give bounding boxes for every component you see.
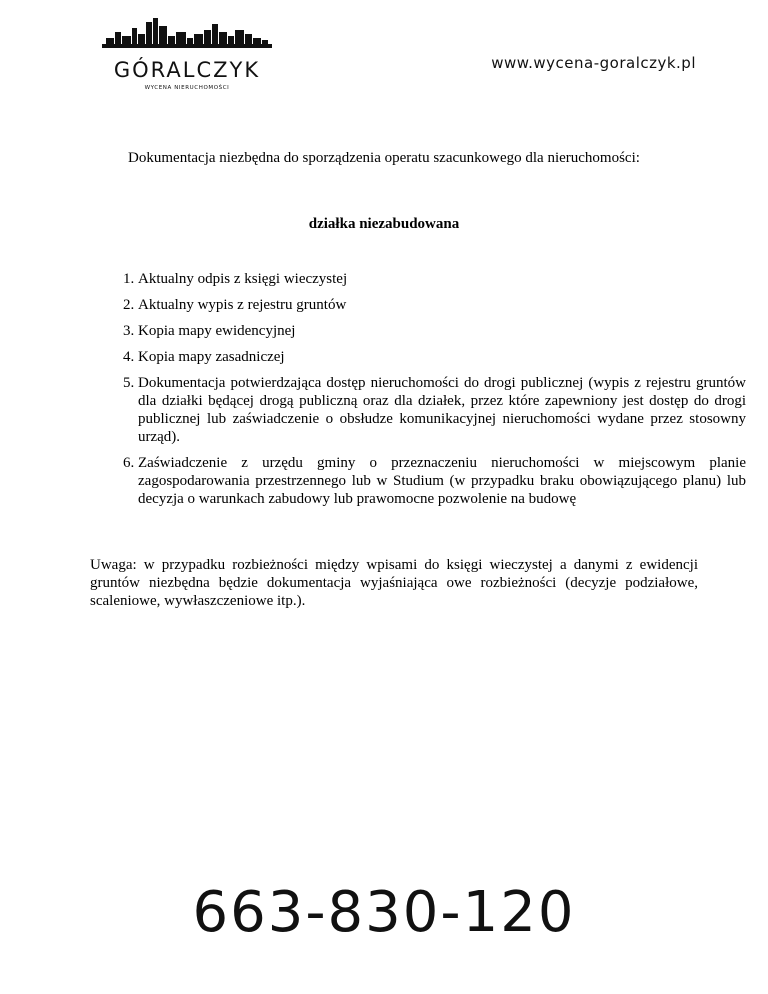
note-paragraph: Uwaga: w przypadku rozbieżności między wpisami do księgi wieczystej a danymi z ewidencji gruntów niezbędna będzie dokumentacja wyjaśniająca owe rozbieżności (decyzje podziałowe, scaleniowe, wywłaszczeniowe itp.). [90,557,698,609]
list-item: 1. Aktualny odpis z księgi wieczystej [138,270,746,288]
website-url[interactable]: www.wycena-goralczyk.pl [491,54,696,72]
list-item: 3. Kopia mapy ewidencyjnej [138,322,746,340]
phone-number[interactable]: 663-830-120 [192,880,576,945]
brand-subtitle: WYCENA NIERUCHOMOŚCI [144,85,230,91]
requirements-list [90,270,746,516]
brand-name: GÓRALCZYK [113,58,261,82]
list-item: 5. Dokumentacja potwierdzająca dostęp nieruchomości do drogi publicznej (wypis z rejestru gruntów dla działki będącej drogą publiczną oraz dla działek, przez które zapewniony jest dostęp do drogi publicznej lub zaświadczenie o obsłudze komunikacyjnej nieruchomości wydane przez stosowny urząd). [138,374,746,446]
document-intro: Dokumentacja niezbędna do sporządzenia operatu szacunkowego dla nieruchomości: [128,150,640,166]
document-subtitle: działka niezabudowana [308,216,460,232]
list-item: 6. Zaświadczenie z urzędu gminy o przeznaczeniu nieruchomości w miejscowym planie zagospodarowania przestrzennego lub w Studium (w przypadku braku obowiązującego planu) lub decyzja o warunkach zabudowy lub prawomocne pozwolenie na budowę [138,454,746,508]
city-skyline-icon [102,18,272,58]
list-item: 2. Aktualny wypis z rejestru gruntów [138,296,746,314]
company-logo [92,18,282,102]
list-item: 4. Kopia mapy zasadniczej [138,348,746,366]
